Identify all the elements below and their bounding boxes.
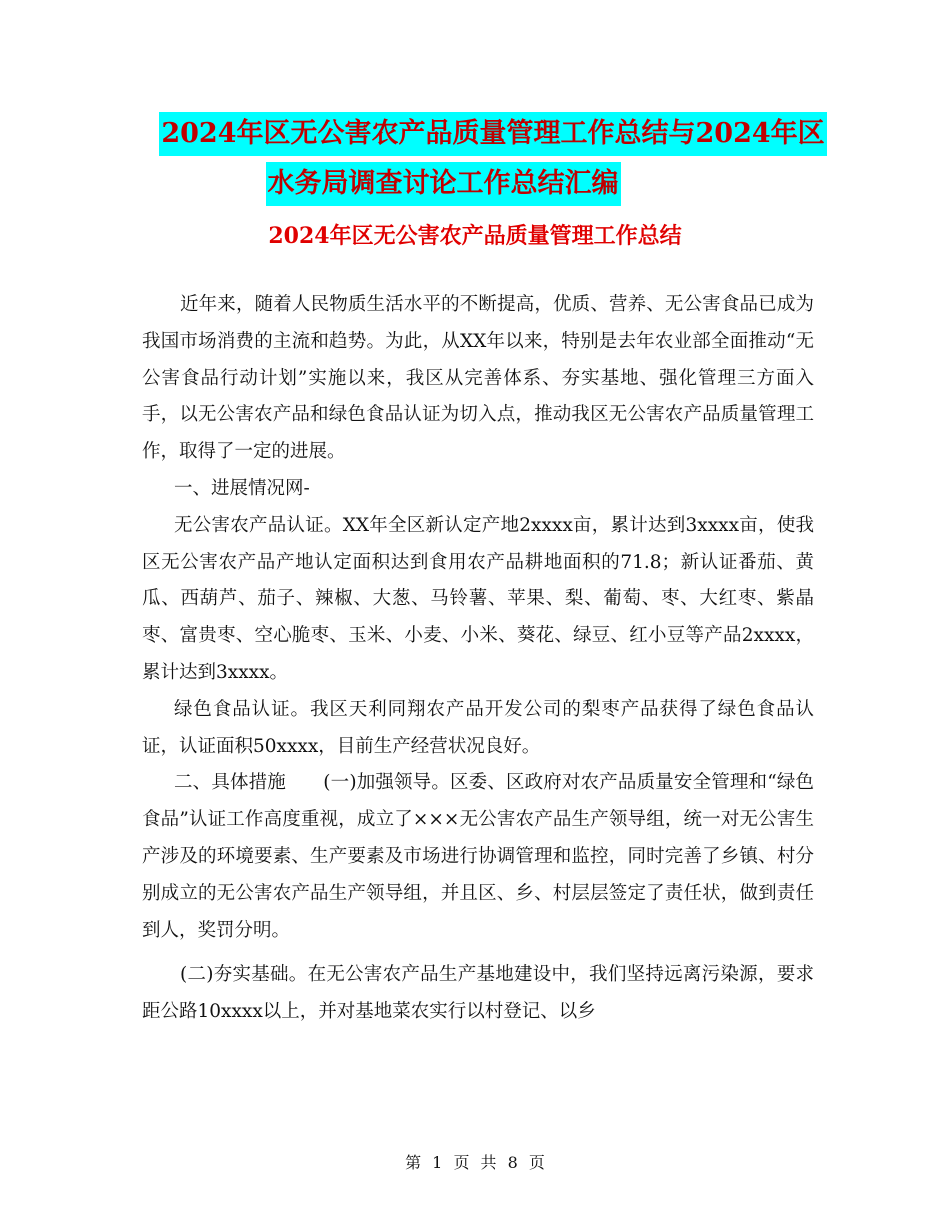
section-title: 2024年区无公害农产品质量管理工作总结 (268, 223, 682, 249)
title-line-1: 2024年区无公害农产品质量管理工作总结与2024年区 (159, 112, 826, 156)
title-line-2: 水务局调查讨论工作总结汇编 (266, 162, 621, 206)
paragraph-heading-progress: 一、进展情况网- (174, 477, 310, 499)
document-body (142, 287, 814, 1031)
paragraph-measures-leadership: 二、具体措施 (一)加强领导。区委、区政府对农产品质量安全管理和“绿色食品”认证工作高度重视，成立了×××无公害农产品生产领导组，统一对无公害生产涉及的环境要素、生产要素及市场进行协调管理和监控，同时完善了乡镇、村分别成立的无公害农产品生产领导组，并且区、乡、村层层签定了责任状，做到责任到人，奖罚分明。 (142, 772, 814, 941)
document-title (0, 112, 950, 206)
page-number-footer: 第 1 页 共 8 页 (405, 1153, 545, 1172)
paragraph-pollution-free-certification: 无公害农产品认证。XX年全区新认定产地2xxxx亩，累计达到3xxxx亩，使我区无公害农产品产地认定面积达到食用农产品耕地面积的71.8；新认证番茄、黄瓜、西葫芦、茄子、辣椒、大葱、马铃薯、苹果、梨、葡萄、枣、大红枣、紫晶枣、富贵枣、空心脆枣、玉米、小麦、小米、葵花、绿豆、红小豆等产品2xxxx，累计达到3xxxx。 (142, 514, 814, 683)
paragraph-measures-foundation: (二)夯实基础。在无公害农产品生产基地建设中，我们坚持远离污染源，要求距公路10xxxx以上，并对基地菜农实行以村登记、以乡 (142, 964, 814, 1023)
paragraph-green-food-certification: 绿色食品认证。我区天利同翔农产品开发公司的梨枣产品获得了绿色食品认证，认证面积50xxxx，目前生产经营状况良好。 (142, 698, 814, 757)
paragraph-intro: 近年来，随着人民物质生活水平的不断提高，优质、营养、无公害食品已成为我国市场消费的主流和趋势。为此，从XX年以来，特别是去年农业部全面推动“无公害食品行动计划”实施以来，我区从完善体系、夯实基地、强化管理三方面入手，以无公害农产品和绿色食品认证为切入点，推动我区无公害农产品质量管理工作，取得了一定的进展。 (142, 294, 814, 463)
